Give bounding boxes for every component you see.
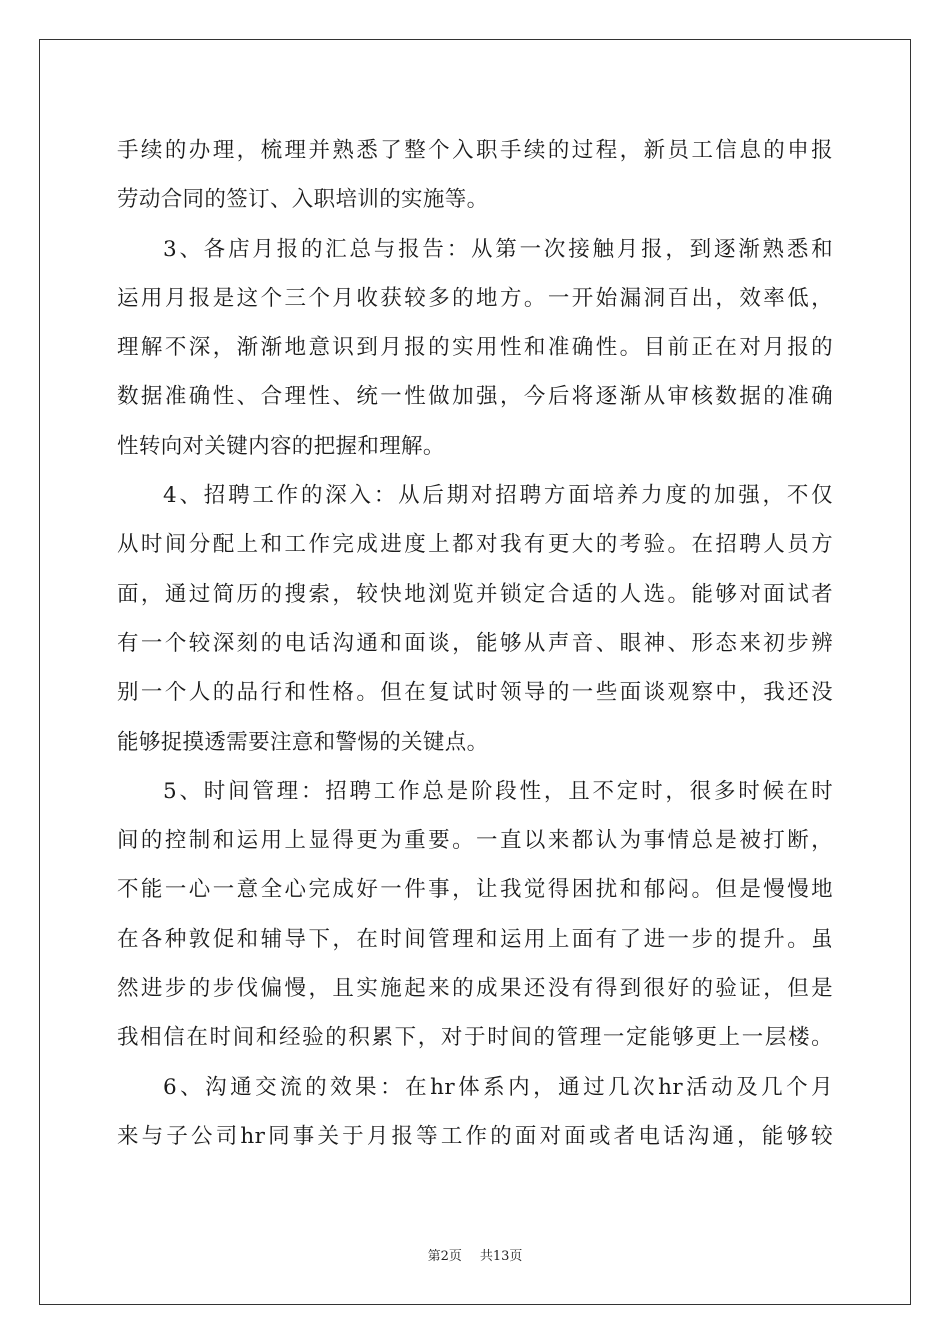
text-line: 性转向对关键内容的把握和理解。: [117, 433, 445, 459]
document-body: [117, 126, 833, 1161]
text-line: 运用月报是这个三个月收获较多的地方。一开始漏洞百出，效率低，: [117, 285, 833, 311]
page-footer: [0, 1245, 950, 1264]
page-total: 共13页: [479, 1249, 523, 1264]
text-line: 6、沟通交流的效果：在hr体系内，通过几次hr活动及几个月: [163, 1074, 833, 1100]
text-line: 4、招聘工作的深入：从后期对招聘方面培养力度的加强，不仅: [163, 483, 833, 509]
text-line: 然进步的步伐偏慢，且实施起来的成果还没有得到很好的验证，但是: [117, 976, 833, 1002]
text-line: 间的控制和运用上显得更为重要。一直以来都认为事情总是被打断，: [117, 828, 833, 854]
text-line: 从时间分配上和工作完成进度上都对我有更大的考验。在招聘人员方: [117, 532, 833, 558]
text-line: 别一个人的品行和性格。但在复试时领导的一些面谈观察中，我还没: [117, 680, 833, 706]
text-line: 我相信在时间和经验的积累下，对于时间的管理一定能够更上一层楼。: [117, 1025, 833, 1051]
text-line: 数据准确性、合理性、统一性做加强，今后将逐渐从审核数据的准确: [117, 384, 833, 410]
text-line: 面，通过简历的搜索，较快地浏览并锁定合适的人选。能够对面试者: [117, 581, 833, 607]
page-number: 第2页: [427, 1249, 462, 1264]
text-line: 3、各店月报的汇总与报告：从第一次接触月报，到逐渐熟悉和: [163, 236, 833, 262]
text-line: 不能一心一意全心完成好一件事，让我觉得困扰和郁闷。但是慢慢地: [117, 877, 833, 903]
text-line: 手续的办理，梳理并熟悉了整个入职手续的过程，新员工信息的申报: [117, 138, 833, 163]
text-line: 在各种敦促和辅导下，在时间管理和运用上面有了进一步的提升。虽: [117, 926, 833, 952]
text-line: 5、时间管理：招聘工作总是阶段性，且不定时，很多时候在时: [163, 778, 833, 804]
text-line: 理解不深，渐渐地意识到月报的实用性和准确性。目前正在对月报的: [117, 335, 833, 361]
text-line: 劳动合同的签订、入职培训的实施等。: [117, 187, 489, 213]
text-line: 来与子公司hr同事关于月报等工作的面对面或者电话沟通，能够较: [117, 1123, 833, 1149]
text-line: 有一个较深刻的电话沟通和面谈，能够从声音、眼神、形态来初步辨: [117, 630, 833, 656]
text-line: 能够捉摸透需要注意和警惕的关键点。: [117, 729, 489, 755]
